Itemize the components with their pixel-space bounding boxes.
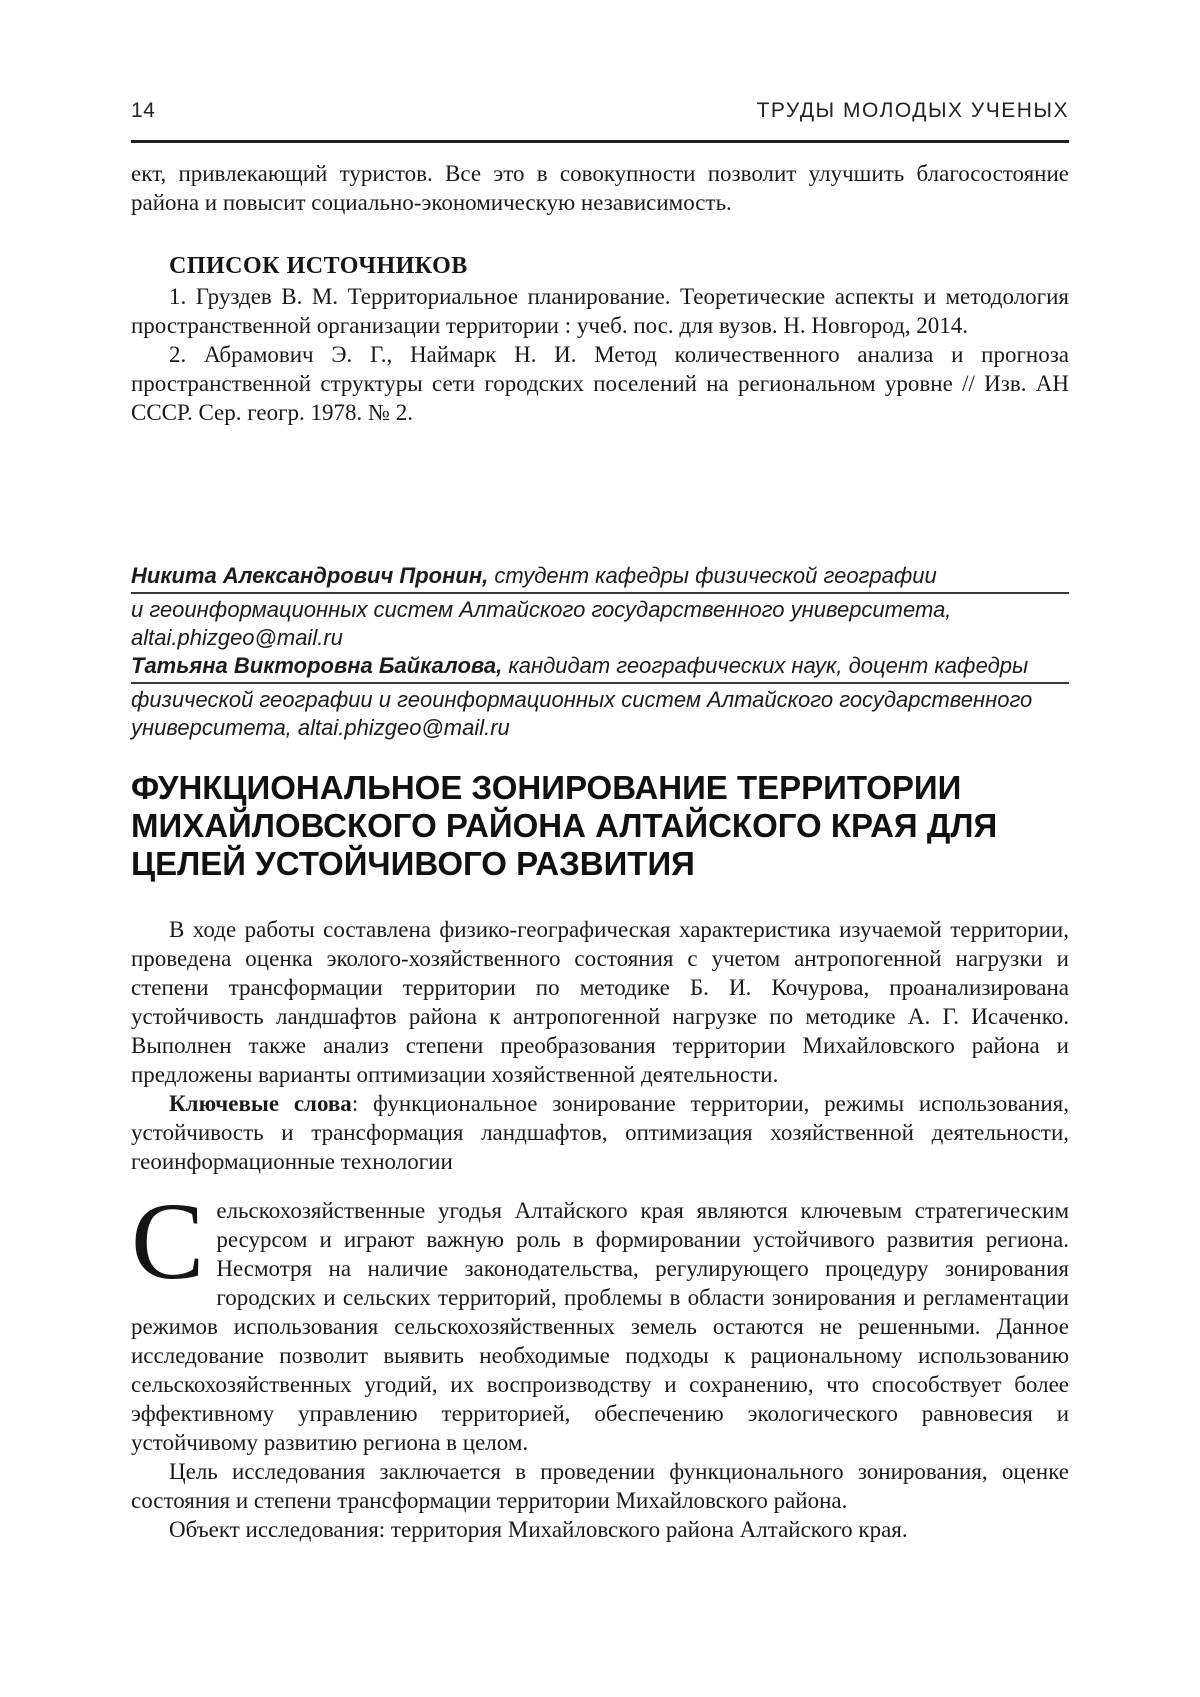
- author-2-affiliation-line: физической географии и геоинформационных систем Алтайского государственного: [131, 687, 1033, 712]
- keywords-label: Ключевые слова: [169, 1091, 352, 1116]
- author-1-email: altai.phizgeo@mail.ru: [131, 625, 343, 650]
- author-2-role: кандидат географических наук, доцент кафедры: [502, 653, 1029, 678]
- article-title: ФУНКЦИОНАЛЬНОЕ ЗОНИРОВАНИЕ ТЕРРИТОРИИ МИХАЙЛОВСКОГО РАЙОНА АЛТАЙСКОГО КРАЯ ДЛЯ ЦЕЛЕЙ УСТОЙЧИВОГО РАЗВИТИЯ: [131, 769, 998, 882]
- abstract-section: [131, 915, 1069, 1176]
- author-2-line-1: [131, 652, 1069, 684]
- first-paragraph-text: ельскохозяйственные угодья Алтайского края являются ключевым стратегическим ресурсом и играют важную роль в формировании устойчивого развития региона. Несмотря на наличие законодательства, регулирующего процедуру зонирования городских и сельских территорий, проблемы в области зонирования и регламентации режимов использования сельскохозяйственных земель остаются не решенными. Данное исследование позволит выявить необходимые подходы к рациональному использованию сельскохозяйственных угодий, их воспроизводству и сохранению, что способствует более эффективному управлению территорией, обеспечению экологического равновесия и устойчивому развитию региона в целом.: [131, 1198, 1069, 1455]
- first-body-paragraph: [131, 1180, 1069, 1457]
- reference-item-1: 1. Груздев В. М. Территориальное планирование. Теоретические аспекты и методология пространственной организации территории : учеб. пос. для вузов. Н. Новгород, 2014.: [131, 284, 1069, 338]
- article-body: [131, 1180, 1069, 1544]
- abstract-paragraph: В ходе работы составлена физико-географическая характеристика изучаемой территории, проведена оценка эколого-хозяйственного состояния с учетом антропогенной нагрузки и степени трансформации территории по методике Б. И. Кочурова, проанализирована устойчивость ландшафтов района к антропогенной нагрузке по методике А. Г. Исаченко. Выполнен также анализ степени преобразования территории Михайловского района и предложены варианты оптимизации хозяйственной деятельности.: [131, 917, 1069, 1087]
- sources-heading: СПИСОК ИСТОЧНИКОВ: [169, 253, 468, 279]
- page-number: 14: [131, 99, 156, 122]
- keywords-list: : функциональное зонирование территории, режимы использования, устойчивость и трансформация ландшафтов, оптимизация хозяйственной деятельности, геоинформационные технологии: [131, 1091, 1069, 1174]
- keywords-paragraph: [131, 1089, 1069, 1176]
- running-head-title: ТРУДЫ МОЛОДЫХ УЧЕНЫХ: [756, 99, 1069, 122]
- author-2-affiliation-email: университета, altai.phizgeo@mail.ru: [131, 715, 510, 740]
- author-entry-2: [131, 652, 1069, 742]
- author-entry-1: [131, 562, 1069, 652]
- author-1-affiliation-line: и геоинформационных систем Алтайского государственного университета,: [131, 597, 952, 622]
- author-1-name: Никита Александрович Пронин,: [131, 563, 489, 588]
- authors-block: [131, 562, 1069, 742]
- author-1-role: студент кафедры физической географии: [488, 563, 937, 588]
- previous-article-end: [131, 159, 1069, 427]
- header-rule: [131, 140, 1069, 143]
- reference-item-2: 2. Абрамович Э. Г., Наймарк Н. И. Метод количественного анализа и прогноза пространственной структуры сети городских поселений на региональном уровне // Изв. АН СССР. Сер. геогр. 1978. № 2.: [131, 342, 1069, 425]
- running-header: [131, 0, 1069, 123]
- drop-cap: С: [131, 1180, 205, 1302]
- continuation-paragraph: ект, привлекающий туристов. Все это в совокупности позволит улучшить благосостояние района и повысит социально-экономическую независимость.: [131, 161, 1069, 215]
- author-2-name: Татьяна Викторовна Байкалова,: [131, 653, 503, 678]
- goal-paragraph: Цель исследования заключается в проведении функционального зонирования, оценке состояния и степени трансформации территории Михайловского района.: [131, 1459, 1069, 1513]
- object-paragraph: Объект исследования: территория Михайловского района Алтайского края.: [169, 1517, 908, 1542]
- author-1-line-1: [131, 562, 1069, 594]
